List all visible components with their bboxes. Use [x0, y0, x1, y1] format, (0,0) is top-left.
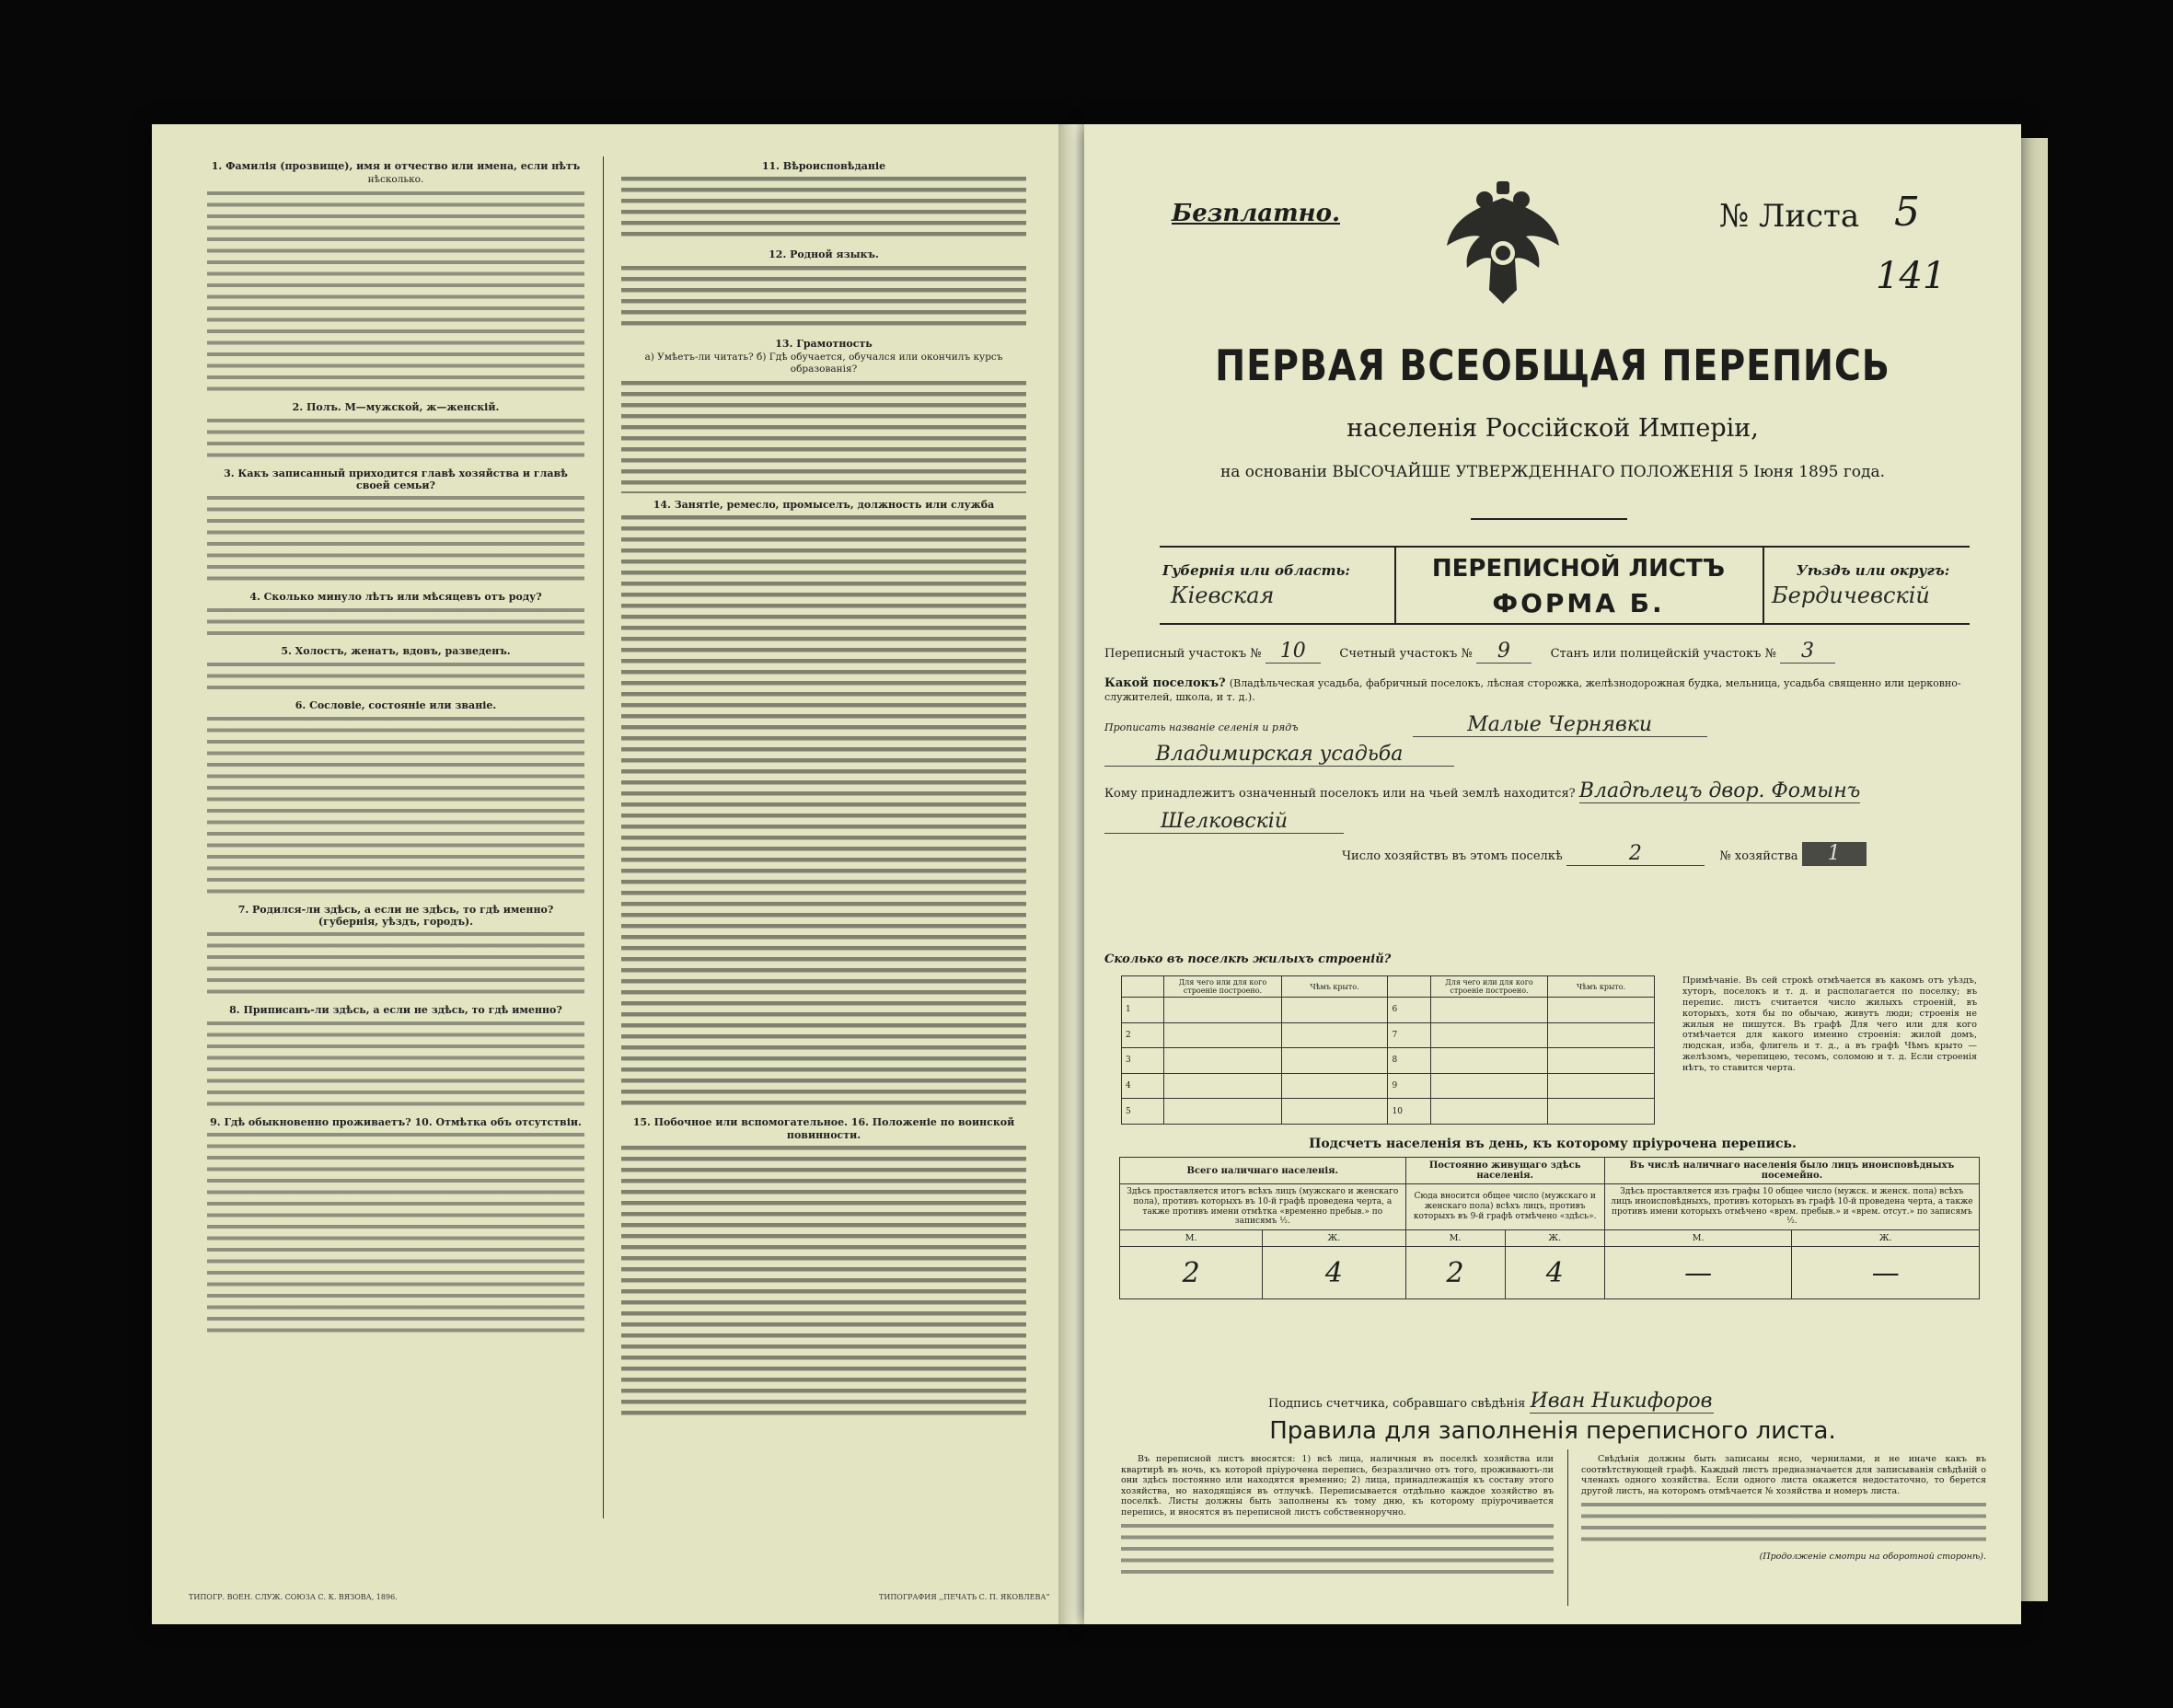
household-number-value: 1	[1802, 842, 1867, 866]
instruction-body-text	[207, 189, 584, 396]
counting-section-value: 9	[1476, 640, 1532, 664]
census-section-value: 10	[1266, 640, 1321, 664]
population-count-title: Подсчетъ населенія въ день, къ которому пріуроченa перепись.	[1309, 1137, 1797, 1151]
buildings-purpose-cell	[1430, 998, 1547, 1023]
district-value: Бердичевскій	[1772, 583, 1930, 608]
buildings-roof-cell	[1548, 1048, 1655, 1074]
count-m-3: М.	[1604, 1230, 1792, 1247]
instruction-subheading: нѣсколько.	[367, 174, 424, 186]
instruction-heading: 15. Побочное или вспомогательное. 16. Положеніе по воинской повинности.	[632, 1116, 1015, 1141]
rules-text-b: Свѣдѣнія должны быть записаны ясно, чернилами, и не иначе какъ въ соотвѣтствующей графѣ. Каждый листъ предназначается для записыванія свѣдѣній о членахъ одного хозяйства. Если одного листа окажется недостаточно, то берется другой листъ, на которомъ отмѣчается № хозяйства и номеръ листа.	[1581, 1454, 1986, 1496]
owner-row-2	[1104, 810, 1979, 834]
count-desc-present: Здѣсь проставляется итогъ всѣхъ лицъ (мужскаго и женскаго пола), противъ которыхъ въ 10-й графѣ проведена черта, а также противъ имени отмѣтка «временно пребыв.» по записямъ ⅟₂.	[1120, 1184, 1406, 1230]
household-number-label: № хозяйства	[1719, 849, 1798, 863]
count-header-present: Всего наличнаго населенія.	[1120, 1158, 1406, 1184]
instruction-body-text	[621, 378, 1026, 493]
instruction-heading: 1. Фамилія (прозвище), имя и отчество или имена, если нѣтъ	[211, 160, 581, 172]
settlement-value-2: Владимирская усадьба	[1104, 743, 1454, 767]
instruction-heading: 8. Приписанъ-ли здѣсь, а если не здѣсь, то гдѣ именно?	[229, 1004, 562, 1017]
count-value-foreign-m: —	[1604, 1247, 1792, 1299]
form-box-divider	[1394, 546, 1396, 625]
instruction-body-text	[621, 263, 1026, 332]
buildings-table	[1121, 975, 1655, 1125]
instruction-body-text	[621, 513, 1026, 1111]
instruction-heading: 4. Сколько минуло лѣтъ или мѣсяцевъ отъ роду?	[249, 591, 542, 604]
buildings-header-no-2	[1388, 976, 1430, 998]
count-m-1: М.	[1120, 1230, 1263, 1247]
rules-title: Правила для заполненія переписного листа.	[1269, 1417, 1836, 1445]
form-type: ФОРМА Б.	[1492, 588, 1665, 618]
instruction-heading: 6. Сословіе, состояніе или званіе.	[295, 699, 497, 712]
buildings-roof-cell	[1281, 1073, 1388, 1099]
count-header-resident: Постоянно живущаго здѣсь населенія.	[1405, 1158, 1604, 1184]
district-label: Уѣздъ или округъ:	[1796, 562, 1950, 579]
province-label: Губернія или область:	[1162, 562, 1350, 579]
settlement-value-row	[1104, 713, 1979, 737]
buildings-purpose-cell	[1430, 1073, 1547, 1099]
instruction-body-text	[207, 416, 584, 462]
settlement-value-row-2	[1104, 743, 1979, 767]
census-section-row	[1104, 640, 1979, 664]
instruction-body-text	[621, 174, 1026, 243]
instruction-body-text	[621, 1143, 1026, 1419]
buildings-header-roof: Чѣмъ крыто.	[1281, 976, 1388, 998]
rules-text-continuation	[1581, 1500, 1986, 1546]
archive-sheet-number: 141	[1876, 255, 1947, 297]
buildings-row	[1122, 1073, 1655, 1099]
police-section-value: 3	[1780, 640, 1835, 664]
buildings-roof-cell	[1281, 1022, 1388, 1048]
buildings-row	[1122, 1048, 1655, 1074]
buildings-row-number: 2	[1122, 1022, 1164, 1048]
column-divider	[603, 156, 604, 1518]
title-divider	[1471, 518, 1627, 520]
rules-divider	[1567, 1449, 1568, 1606]
households-label: Число хозяйствъ въ этомъ поселкѣ	[1342, 849, 1563, 863]
count-header-foreign: Въ числѣ наличнаго населенія было лицъ иноисповѣдныхъ посемейно.	[1604, 1158, 1979, 1184]
count-zh-1: Ж.	[1263, 1230, 1405, 1247]
buildings-row	[1122, 1099, 1655, 1125]
instruction-body-text	[207, 714, 584, 898]
buildings-row-number: 1	[1122, 998, 1164, 1023]
buildings-row	[1122, 998, 1655, 1023]
form-box-divider	[1763, 546, 1764, 625]
right-page-census-form	[1084, 124, 2021, 1624]
buildings-roof-cell	[1548, 1022, 1655, 1048]
sheet-number-label: № Листа	[1719, 198, 1860, 235]
buildings-roof-cell	[1548, 1099, 1655, 1125]
buildings-roof-cell	[1548, 998, 1655, 1023]
buildings-purpose-cell	[1164, 1099, 1281, 1125]
owner-value-2: Шелковскій	[1104, 810, 1344, 834]
instruction-subheading: а) Умѣетъ-ли читать? б) Гдѣ обучается, обучался или окончилъ курсъ образованія?	[644, 352, 1003, 375]
buildings-purpose-cell	[1164, 1022, 1281, 1048]
settlement-row	[1104, 676, 1979, 704]
buildings-purpose-cell	[1164, 1073, 1281, 1099]
buildings-header-no	[1122, 976, 1164, 998]
buildings-roof-cell	[1281, 998, 1388, 1023]
free-label: Безплатно.	[1172, 200, 1340, 227]
buildings-purpose-cell	[1430, 1022, 1547, 1048]
owner-row	[1104, 779, 1979, 803]
count-value-resident-m: 2	[1405, 1247, 1505, 1299]
buildings-table-body	[1122, 998, 1655, 1125]
rules-column-b	[1581, 1454, 1986, 1563]
count-m-2: М.	[1405, 1230, 1505, 1247]
buildings-row-number: 7	[1388, 1022, 1430, 1048]
buildings-row-number: 9	[1388, 1073, 1430, 1099]
settlement-note-2: Прописать названіе селенія и рядъ	[1104, 721, 1299, 733]
buildings-row	[1122, 1022, 1655, 1048]
instruction-heading: 11. Вѣроисповѣданіе	[761, 160, 886, 172]
signature-value: Иван Никифоров	[1530, 1390, 1713, 1413]
count-zh-2: Ж.	[1505, 1230, 1604, 1247]
buildings-purpose-cell	[1164, 998, 1281, 1023]
counting-section-label: Счетный участокъ №	[1339, 647, 1473, 661]
count-zh-3: Ж.	[1792, 1230, 1980, 1247]
households-row	[1342, 842, 1986, 866]
buildings-row-number: 6	[1388, 998, 1430, 1023]
buildings-purpose-cell	[1430, 1048, 1547, 1074]
rules-text-a: Въ переписной листъ вносятся: 1) всѣ лица, наличныя въ поселкѣ хозяйства или квартирѣ въ ночь, къ которой пріурочена перепись, безразлично отъ того, проживаютъ-ли они здѣсь постоянно или находятся временно; 2) лица, принадлежащія къ составу этого хозяйства, но находящіяся въ отлучкѣ. Переписывается отдѣльно каждое хозяйство въ поселкѣ. Листы должны быть заполнены къ тому дню, къ которому пріурочивается перепись, и вносятся въ переписной листъ собственноручно.	[1121, 1454, 1554, 1518]
instruction-body-text	[207, 660, 584, 695]
signature-row	[1268, 1390, 1714, 1414]
buildings-roof-cell	[1548, 1073, 1655, 1099]
buildings-header-purpose-2: Для чего или для кого строеніе построено.	[1430, 976, 1547, 998]
settlement-label: Какой поселокъ?	[1104, 676, 1226, 690]
population-count-table	[1119, 1157, 1980, 1299]
left-page-instructions	[152, 124, 1068, 1624]
count-value-foreign-zh: —	[1792, 1247, 1980, 1299]
buildings-title: Сколько въ поселкѣ жилыхъ строеній?	[1104, 952, 1392, 966]
printer-footer-a: ТИПОГР. ВОЕН. СЛУЖ. СОЮЗА С. К. ВЯЗОВА, 1896.	[189, 1593, 398, 1601]
main-title: ПЕРВАЯ ВСЕОБЩАЯ ПЕРЕПИСЬ	[1215, 340, 1890, 390]
buildings-row-number: 4	[1122, 1073, 1164, 1099]
buildings-roof-cell	[1281, 1099, 1388, 1125]
count-value-present-zh: 4	[1263, 1247, 1405, 1299]
instruction-heading: 9. Гдѣ обыкновенно проживаетъ? 10. Отмѣтка объ отсутствіи.	[210, 1115, 582, 1128]
instruction-body-text	[207, 1130, 584, 1337]
owner-value: Владѣлецъ двор. Фомынъ	[1578, 779, 1861, 802]
instructions-column-a	[207, 156, 584, 1343]
instruction-body-text	[207, 606, 584, 640]
printer-footer-b: ТИПОГРАФИЯ ,,ПЕЧАТЬ С. П. ЯКОВЛЕВА“	[879, 1593, 1050, 1601]
form-title: ПЕРЕПИСНОЙ ЛИСТЪ	[1431, 555, 1726, 583]
instruction-body-text	[207, 493, 584, 585]
instruction-heading: 13. Грамотность	[775, 337, 873, 350]
count-desc-foreign: Здѣсь проставляется изъ графы 10 общее число (мужск. и женск. пола) всѣхъ лицъ иноисповѣдныхъ, противъ которыхъ въ графѣ 10-й проведена черта, а также противъ имени которыхъ отмѣчено «врем. пребыв.» и «врем. отсут.» по записямъ ⅟₂.	[1604, 1184, 1979, 1230]
subtitle: населенія Россійской Имперіи,	[1347, 414, 1759, 443]
buildings-row-number: 8	[1388, 1048, 1430, 1074]
buildings-row-number: 5	[1122, 1099, 1164, 1125]
households-value: 2	[1566, 842, 1705, 866]
form-header-box	[1160, 546, 1970, 625]
instructions-column-b	[621, 156, 1026, 1425]
buildings-purpose-cell	[1430, 1099, 1547, 1125]
instruction-heading: 5. Холостъ, женатъ, вдовъ, разведенъ.	[281, 645, 511, 658]
count-desc-resident: Сюда вносится общее число (мужскаго и женскаго пола) всѣхъ лицъ, противъ которыхъ въ 9-й графѣ отмѣчено «здѣсь».	[1405, 1184, 1604, 1230]
buildings-purpose-cell	[1164, 1048, 1281, 1074]
buildings-header-roof-2: Чѣмъ крыто.	[1548, 976, 1655, 998]
census-section-label: Переписный участокъ №	[1104, 647, 1262, 661]
buildings-header-purpose: Для чего или для кого строеніе построено.	[1164, 976, 1281, 998]
rules-footnote: (Продолженіе смотри на оборотной сторонѣ).	[1759, 1552, 1986, 1563]
double-headed-eagle-emblem	[1443, 179, 1563, 308]
instruction-heading: 2. Полъ. М—мужской, ж—женскій.	[292, 401, 500, 414]
decree-line: на основаніи ВЫСОЧАЙШЕ УТВЕРЖДЕННАГО ПОЛОЖЕНІЯ 5 Іюня 1895 года.	[1219, 463, 1886, 481]
buildings-roof-cell	[1281, 1048, 1388, 1074]
rules-column-a	[1121, 1454, 1554, 1582]
buildings-note: Примѣчаніе. Въ сей строкѣ отмѣчается въ какомъ отъ уѣздъ, хуторъ, поселокъ и т. д. и располагается по поселку; въ перепис. листъ считается число жилыхъ строеній, въ которыхъ, хотя бы по обычаю, живутъ люди; строенія не жилыя не пишутся. Въ графѣ Для чего или для кого отмѣчается для какого именно строенія: жилой домъ, людская, изба, флигель и т. д., а въ графѣ Чѣмъ крыто — желѣзомъ, черепицею, тесомъ, соломою и т. д. Если строенія нѣтъ, то ставится черта.	[1682, 975, 1977, 1073]
province-value: Кіевская	[1171, 583, 1275, 608]
instruction-heading: 3. Какъ записанный приходится главѣ хозяйства и главѣ своей семьи?	[224, 467, 568, 492]
settlement-note: (Владѣльческая усадьба, фабричный поселокъ, лѣсная сторожка, желѣзнодорожная будка, мельница, усадьба священно или церковно-служителей, школа, и т. д.).	[1104, 677, 1961, 703]
buildings-row-number: 10	[1388, 1099, 1430, 1125]
rules-text-continuation	[1121, 1521, 1554, 1576]
instruction-body-text	[207, 929, 584, 998]
instruction-body-text	[207, 1019, 584, 1111]
instruction-heading: 12. Родной языкъ.	[769, 248, 879, 261]
instruction-heading: 14. Занятіе, ремесло, промыселъ, должность или служба	[653, 498, 995, 511]
signature-label: Подпись счетчика, собравшаго свѣдѣнія	[1268, 1397, 1526, 1411]
settlement-value: Малые Чернявки	[1413, 713, 1707, 737]
police-section-label: Станъ или полицейскій участокъ №	[1550, 647, 1776, 661]
owner-label: Кому принадлежитъ означенный поселокъ или на чьей землѣ находится?	[1104, 787, 1576, 801]
instruction-heading: 7. Родился-ли здѣсь, а если не здѣсь, то гдѣ именно? (губернія, уѣздъ, городъ).	[237, 903, 554, 929]
buildings-row-number: 3	[1122, 1048, 1164, 1074]
count-value-resident-zh: 4	[1505, 1247, 1604, 1299]
count-value-present-m: 2	[1120, 1247, 1263, 1299]
sheet-number-handwritten: 5	[1894, 189, 1920, 236]
